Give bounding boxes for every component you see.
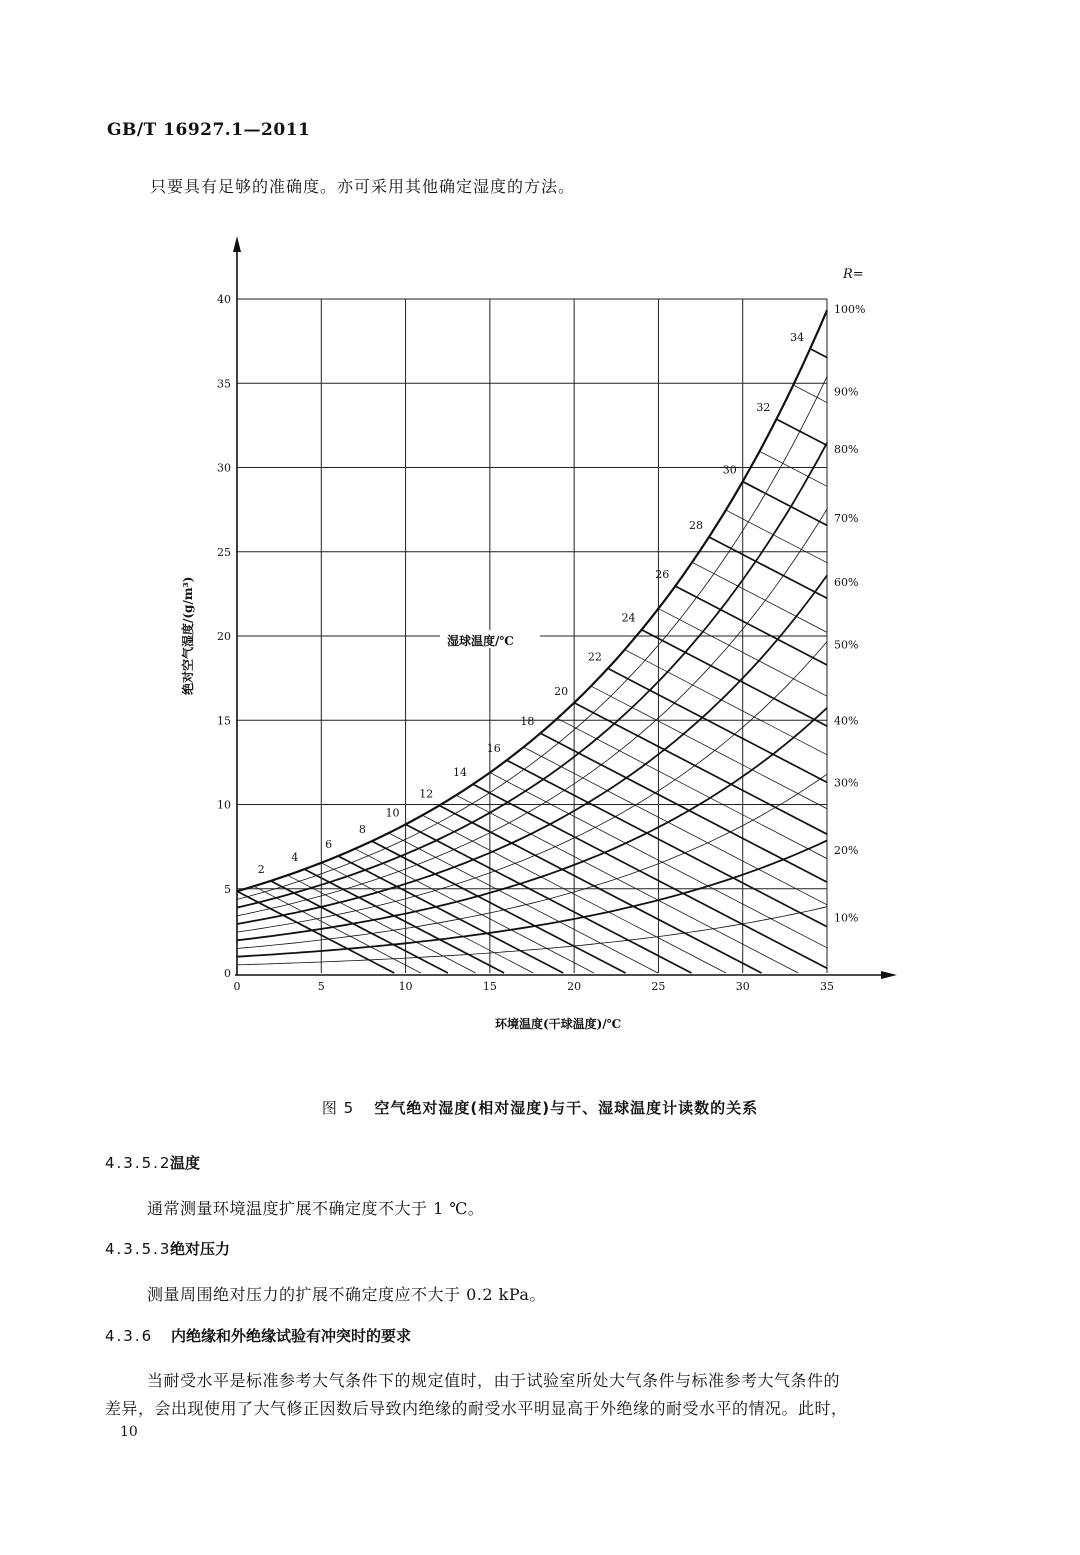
wet-bulb-line	[709, 537, 827, 598]
wet-bulb-line	[524, 747, 827, 905]
wet-bulb-line	[760, 451, 827, 486]
x-tick-label: 10	[398, 980, 413, 993]
rh-header-label: R=	[843, 267, 864, 282]
wet-bulb-label: 6	[325, 838, 333, 852]
intro-paragraph: 只要具有足够的准确度。亦可采用其他确定湿度的方法。	[150, 177, 576, 196]
wet-bulb-label: 8	[358, 823, 366, 837]
rh-label: 60%	[834, 576, 859, 590]
y-tick-label: 10	[217, 798, 231, 812]
section-heading-4-3-6	[105, 1325, 411, 1346]
x-tick-label: 30	[735, 980, 750, 993]
wet-bulb-line	[776, 419, 827, 445]
y-axis-label: 绝对空气湿度/(g/m³)	[181, 576, 195, 695]
wet-bulb-line	[557, 718, 827, 858]
rh-curve-70	[237, 509, 827, 916]
y-tick-label: 5	[224, 882, 231, 896]
rh-label: 30%	[834, 776, 859, 790]
wet-bulb-line	[473, 784, 827, 968]
rh-label: 70%	[834, 512, 859, 526]
wet-bulb-label: 16	[486, 742, 501, 756]
wet-bulb-line	[540, 733, 827, 882]
section-heading-4-3-5-2	[105, 1152, 200, 1173]
section-title: 绝对压力	[170, 1240, 231, 1258]
wet-bulb-line	[591, 686, 827, 809]
wet-bulb-label: 4	[291, 851, 299, 865]
wet-bulb-label: 10	[385, 806, 400, 820]
rh-label: 100%	[834, 303, 866, 317]
y-tick-label: 0	[224, 967, 231, 980]
wet-bulb-label: 18	[520, 715, 535, 729]
figure-label: 图 5	[321, 1099, 355, 1117]
wet-bulb-label: 26	[655, 568, 670, 582]
wet-bulb-label: 30	[722, 463, 737, 477]
y-axis-arrow	[233, 236, 241, 252]
rh-label: 90%	[834, 385, 859, 399]
wet-bulb-label: 32	[756, 401, 771, 415]
wet-bulb-label: 28	[689, 518, 703, 532]
rh-label: 10%	[834, 911, 859, 925]
wet-bulb-label: 20	[554, 684, 569, 698]
wet-bulb-line	[608, 668, 827, 782]
x-tick-label: 15	[482, 980, 497, 993]
rh-label: 50%	[834, 638, 859, 652]
rh-label: 80%	[834, 442, 859, 456]
y-tick-label: 40	[217, 293, 231, 306]
x-tick-label: 25	[651, 980, 666, 993]
section-number: 4.3.5.3	[105, 1240, 172, 1258]
wet-bulb-line	[321, 863, 533, 973]
x-tick-label: 0	[233, 980, 241, 993]
wet-bulb-line	[439, 806, 761, 973]
wet-bulb-line	[288, 875, 476, 973]
standard-number: GB/T 16927.1—2011	[107, 120, 311, 140]
wet-bulb-label: 2	[257, 862, 265, 876]
section-body-line-1: 当耐受水平是标准参考大气条件下的规定值时，由于试验室所处大气条件与标准参考大气条件的	[147, 1371, 841, 1390]
rh-label: 40%	[834, 714, 859, 728]
wet-bulb-line	[692, 562, 827, 632]
y-tick-label: 35	[217, 377, 231, 391]
section-number: 4.3.5.2	[105, 1154, 172, 1172]
wet-bulb-line	[810, 349, 827, 358]
x-tick-label: 5	[317, 980, 325, 993]
y-tick-label: 15	[217, 714, 231, 728]
wet-bulb-line	[406, 824, 692, 973]
rh-curve-60	[237, 575, 827, 924]
wet-bulb-label: 12	[419, 787, 434, 801]
section-body-line-2: 差异，会出现使用了大气修正因数后导致内绝缘的耐受水平明显高于外绝缘的耐受水平的情况。此时，	[105, 1399, 848, 1418]
wet-bulb-label: 24	[621, 611, 636, 625]
wet-bulb-axis-label: 湿球温度/℃	[447, 634, 514, 648]
section-body-pressure: 测量周围绝对压力的扩展不确定度应不大于 0.2 kPa。	[147, 1285, 546, 1304]
x-tick-label: 35	[820, 980, 834, 993]
y-tick-label: 30	[217, 461, 231, 475]
section-heading-4-3-5-3	[105, 1238, 230, 1259]
figure-title: 空气绝对湿度(相对湿度)与干、湿球温度计读数的关系	[374, 1099, 759, 1117]
chart-labels	[180, 267, 865, 1031]
wet-bulb-label: 22	[587, 650, 602, 664]
figure-caption	[0, 1097, 1080, 1118]
wet-bulb-line	[675, 586, 827, 665]
wet-bulb-label: 14	[453, 766, 467, 780]
section-number: 4.3.6	[105, 1327, 154, 1345]
x-axis-arrow	[881, 971, 897, 979]
section-title: 温度	[170, 1154, 201, 1172]
y-tick-label: 20	[217, 630, 231, 643]
page-number: 10	[120, 1424, 138, 1440]
wet-bulb-label: 34	[790, 330, 805, 344]
wet-bulb-line	[743, 482, 827, 526]
wet-bulb-line	[456, 795, 798, 973]
y-tick-label: 25	[217, 545, 231, 559]
x-tick-label: 20	[567, 980, 582, 993]
wet-bulb-line	[642, 630, 827, 726]
x-axis-label: 环境温度(干球温度)/℃	[495, 1017, 622, 1031]
section-body-temperature: 通常测量环境温度扩展不确定度不大于 1 ℃。	[147, 1199, 485, 1218]
wet-bulb-line	[625, 650, 827, 755]
rh-label: 20%	[834, 843, 859, 857]
section-title: 内绝缘和外绝缘试验有冲突时的要求	[171, 1327, 412, 1345]
